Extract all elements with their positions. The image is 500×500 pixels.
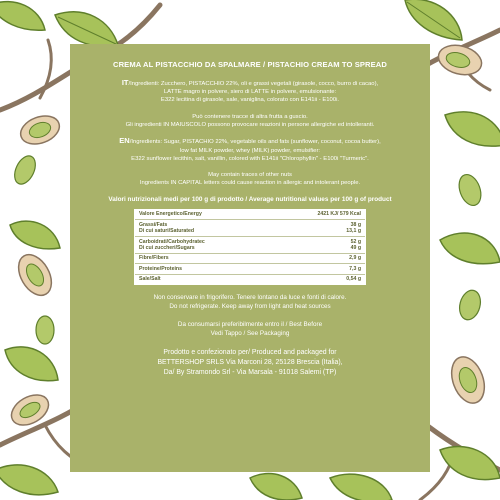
nutrition-heading: Valori nutrizionali medi per 100 g di prodotto / Average nutritional values per 100 g of product (108, 195, 392, 203)
table-row (135, 275, 365, 284)
pistachio-kernel-icon (456, 288, 483, 322)
leaf-icon (440, 446, 500, 479)
ingredients-en-line: /Ingredients: Sugar, PISTACHIO 22%, vegetable oils and fats (sunflower, coconut, cocoa butter), (129, 139, 381, 146)
pistachio-kernel-icon (36, 316, 54, 344)
leaf-icon (445, 112, 500, 146)
table-row (135, 210, 365, 220)
table-row (135, 237, 365, 254)
note-line: Ingredients IN CAPITAL letters could cause reaction in allergic and intolerant people. (139, 180, 361, 187)
nutrient-value: 0,54 g (346, 276, 361, 283)
nutrition-table (134, 209, 366, 285)
pistachio-nut-icon (435, 41, 485, 79)
leaf-icon (440, 233, 500, 264)
note-line: Gli ingredienti IN MAIUSCOLO possono provocare reazioni in persone allergiche ed intolleranti. (125, 122, 375, 129)
leaf-icon (0, 465, 58, 495)
nutrient-value: 7,3 g (349, 265, 361, 272)
leaf-icon (5, 347, 58, 381)
nutrient-label: Grassi/Fats (139, 221, 168, 228)
pistachio-kernel-icon (455, 172, 485, 209)
pistachio-kernel-icon (11, 153, 40, 188)
note-line: May contain traces of other nuts (208, 172, 292, 179)
nutrient-value: 13,1 g (346, 228, 361, 235)
ingredients-en (84, 137, 416, 163)
storage-instructions (84, 293, 416, 311)
ingredients-it (84, 79, 416, 105)
nutrient-label: Carboidrati/Carbohydratec (139, 238, 205, 245)
nutrient-label: Di cui zuccheri/Sugars (139, 244, 195, 251)
pistachio-nut-icon (12, 249, 58, 301)
note-line: Può contenere tracce di altra frutta a guscio. (192, 113, 308, 120)
nutrient-value: 38 g (350, 221, 361, 228)
leaf-icon (330, 474, 392, 500)
table-row (135, 220, 365, 237)
nutrient-label: Fibre/Fibers (139, 255, 169, 262)
ingredients-en-line: E322 sunflower lecithin, salt, vanillin, colored with E141ii "Chlorophyllin" - E100i "Turmeric". (131, 155, 369, 162)
label-panel (70, 44, 430, 472)
allergen-note-it (84, 113, 416, 130)
producer-line: Da/ By Stramondo Srl - Via Marsala - 91018 Salemi (TP) (163, 369, 337, 377)
nutrient-label: Proteine/Proteins (139, 265, 182, 272)
leaf-icon (10, 221, 60, 249)
best-before-line: Da consumarsi preferibilmente entro il / Best Before (177, 321, 323, 329)
ingredients-it-line: LATTE magro in polvere, siero di LATTE in polvere, emulsionante: (163, 89, 337, 96)
nutrient-label: Di cui saturi/Saturated (139, 228, 195, 235)
nutrient-value: 2421 KJ/ 579 Kcal (317, 211, 361, 218)
leaf-icon (250, 474, 302, 500)
ingredients-it-line: /Ingredienti: Zucchero, PISTACCHIO 22%, oli e grassi vegetali (girasole, cocco, burro di cacao), (128, 81, 379, 87)
lang-tag-it: IT (121, 78, 129, 87)
best-before (84, 320, 416, 338)
ingredients-en-line: low fat MILK powder, whey (MILK) powder, emulsifier: (179, 147, 321, 154)
nutrient-value: 52 g (350, 238, 361, 245)
storage-line: Do not refrigerate. Keep away from light and heat sources (169, 303, 331, 311)
table-row (135, 254, 365, 264)
ingredients-it-line: E322 lecitina di girasole, sale, vaniglina, colorato con E141ii - E100i. (160, 97, 340, 104)
leaf-icon (0, 2, 45, 31)
table-row (135, 264, 365, 274)
nutrient-label: Sale/Salt (139, 276, 161, 283)
producer-line: BETTERSHOP SRLS Via Marconi 28, 25128 Brescia (Italia), (157, 359, 343, 367)
leaf-icon (55, 12, 118, 46)
lang-tag-en: EN (119, 136, 130, 146)
allergen-note-en (84, 171, 416, 188)
producer-line: Prodotto e confezionato per/ Produced and packaged for (163, 349, 337, 357)
best-before-line: Vedi Tappo / See Packaging (210, 330, 290, 338)
product-title: CREMA AL PISTACCHIO DA SPALMARE / PISTACHIO CREAM TO SPREAD (113, 60, 387, 69)
pistachio-nut-icon (446, 352, 491, 407)
producer-info (84, 348, 416, 378)
nutrient-value: 49 g (350, 244, 361, 251)
leaf-icon (405, 0, 462, 40)
pistachio-nut-icon (17, 111, 63, 149)
nutrient-value: 2,9 g (349, 255, 361, 262)
nutrient-label: Valore Energetico/Energy (139, 211, 202, 218)
storage-line: Non conservare in frigorifero. Tenere lontano da luce e fonti di calore. (153, 294, 347, 302)
